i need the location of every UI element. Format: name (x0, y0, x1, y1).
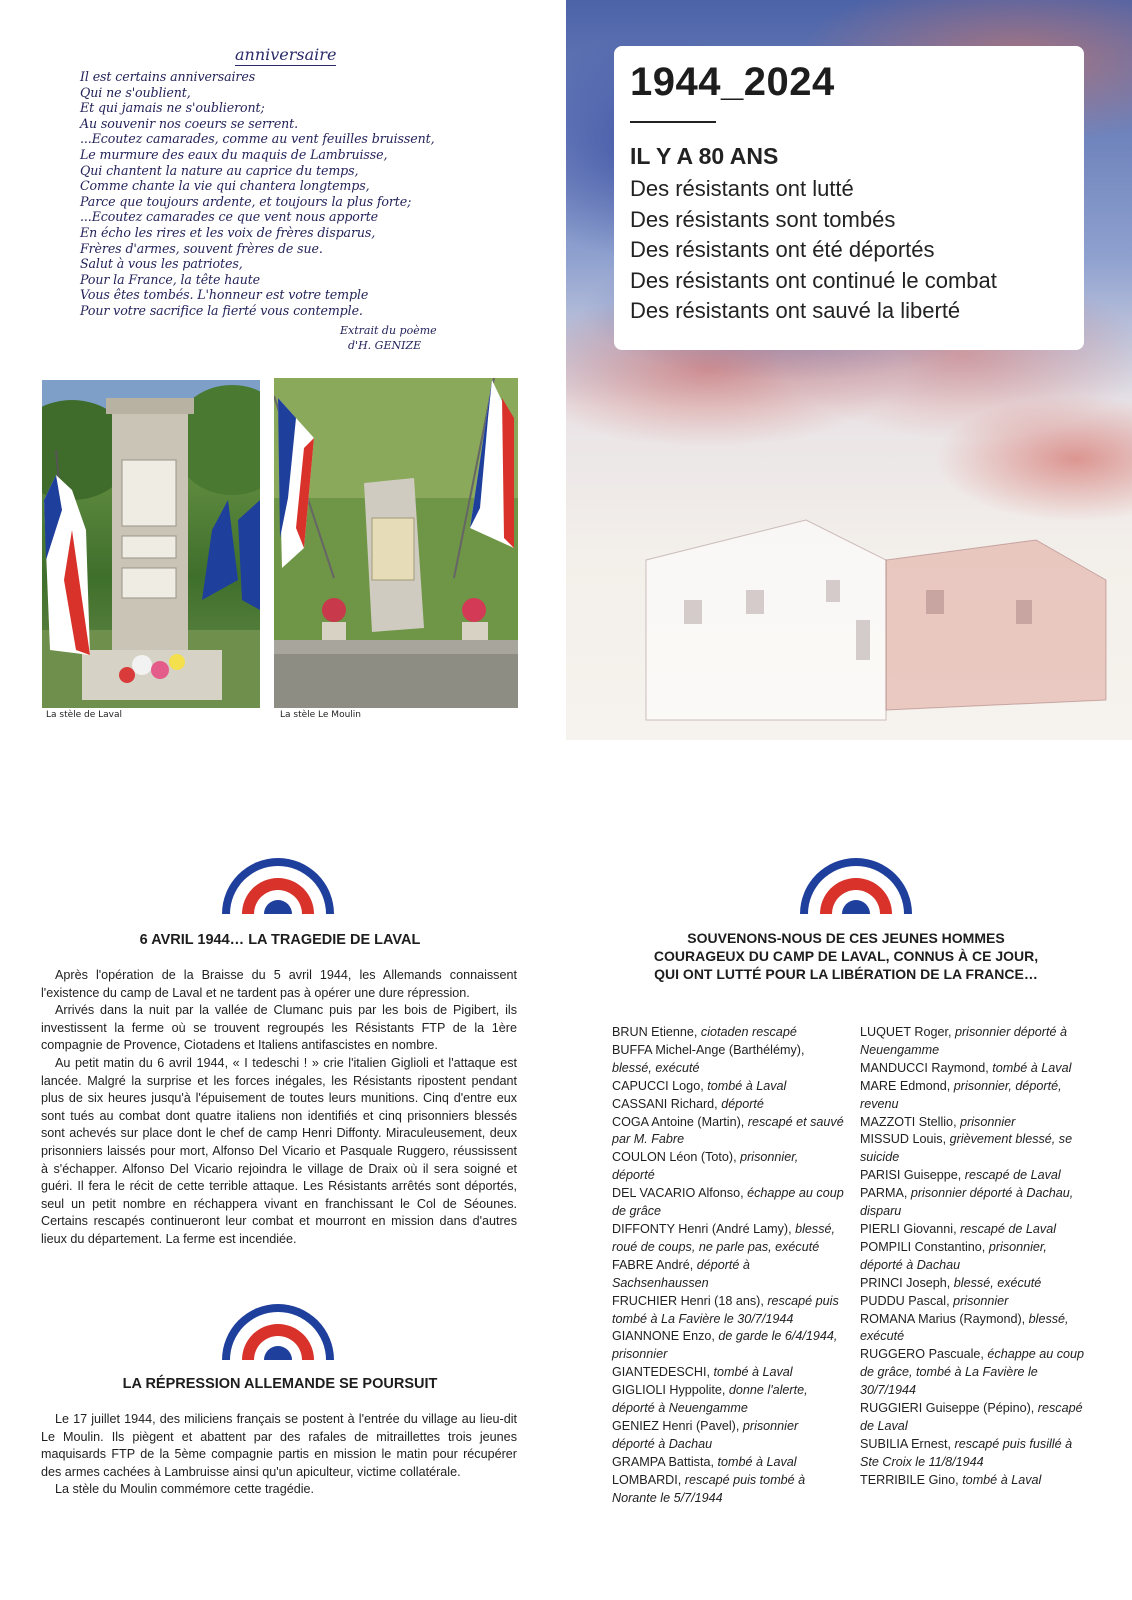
memorial-detail: échappe au coup de grâce (612, 1186, 844, 1219)
caption-stele-moulin: La stèle Le Moulin (280, 710, 361, 720)
memorial-name: RUGGERO Pascuale, (860, 1347, 988, 1362)
poem-line: Salut à vous les patriotes, (80, 256, 243, 272)
cover-divider (630, 121, 716, 123)
memorial-name-entry (860, 1060, 1092, 1078)
memorial-detail: grièvement blessé, se suicide (860, 1132, 1073, 1165)
memorial-detail: prisonnier, déporté, revenu (860, 1078, 1062, 1111)
tragedy-paragraph: Après l'opération de la Braisse du 5 avril 1944, les Allemands connaissent l'existence du camp de Laval et ne tardent pas à opérer une dure répression. (41, 968, 517, 1000)
memorial-name-entry (860, 1239, 1092, 1275)
memorial-detail: blessé, exécuté (860, 1311, 1069, 1344)
memorial-name-entry (612, 1257, 844, 1293)
memorial-name: BRUN Etienne, (612, 1025, 701, 1039)
memorial-detail: rescapé puis fusillé à Ste Croix le 11/8/1944 (860, 1436, 1073, 1469)
memorial-detail: tombé à Laval (992, 1060, 1072, 1075)
memorial-detail: rescapé de Laval (860, 1401, 1083, 1433)
memorial-name: PARISI Guiseppe, (860, 1168, 965, 1183)
cover-line: Des résistants ont lutté (630, 176, 854, 201)
memorial-name-entry (612, 1454, 844, 1472)
memorial-name: TERRIBILE Gino, (860, 1472, 963, 1487)
poem-line: Et qui jamais ne s'oublieront; (80, 100, 265, 116)
memorial-name: MANDUCCI Raymond, (860, 1060, 993, 1075)
memorial-name-entry (612, 1096, 844, 1114)
cover-line: Des résistants ont été déportés (630, 237, 935, 262)
memorial-name: FRUCHIER Henri (18 ans), (612, 1293, 768, 1308)
memorial-name-entry (612, 1221, 844, 1257)
memorial-name-entry (860, 1221, 1092, 1239)
memorial-detail: ciotaden rescapé (700, 1025, 797, 1039)
memorial-name: LOMBARDI, (612, 1472, 685, 1487)
memorial-name-entry (612, 1328, 844, 1364)
cover-subtitle: IL Y A 80 ANS (630, 143, 779, 169)
memorial-name-entry (612, 1078, 844, 1096)
memorial-name-entry (860, 1311, 1092, 1347)
memorial-detail: tombé à Laval (707, 1078, 787, 1093)
memorial-name: MAZZOTI Stellio, (860, 1114, 961, 1129)
memorial-name-entry (860, 1078, 1092, 1114)
memorial-name-entry (860, 1114, 1092, 1132)
memorial-name-entry (860, 1131, 1092, 1167)
memorial-name-entry (612, 1149, 844, 1185)
poem-title: anniversaire (235, 45, 337, 64)
memorial-heading-line: COURAGEUX DU CAMP DE LAVAL, CONNUS À CE JOUR, (653, 948, 1039, 964)
cover-textbox (614, 46, 1084, 350)
memorial-name-entry (612, 1472, 844, 1508)
memorial-name-entry (860, 1024, 1092, 1060)
memorial-name: GENIEZ Henri (Pavel), (612, 1418, 743, 1433)
poem-line: Comme chante la vie qui chantera longtemps, (80, 178, 370, 194)
poem-line: Pour votre sacrifice la fierté vous contemple. (80, 302, 363, 318)
memorial-name: DIFFONTY Henri (André Lamy), (612, 1221, 796, 1236)
memorial-name: GIGLIOLI Hyppolite, (612, 1383, 729, 1398)
poem-line: Frères d'armes, souvent frères de sue. (80, 240, 323, 256)
memorial-name-entry (860, 1293, 1092, 1311)
memorial-name: SUBILIA Ernest, (860, 1436, 955, 1451)
memorial-detail: tombé à Laval (713, 1365, 793, 1380)
memorial-name-entry (860, 1346, 1092, 1400)
poem-line: ...Ecoutez camarades, comme au vent feuilles bruissent, (80, 131, 435, 147)
memorial-name-entry (860, 1185, 1092, 1221)
memorial-name-entry (860, 1400, 1092, 1436)
memorial-name: FABRE André, (612, 1257, 697, 1272)
memorial-detail: rescapé et sauvé par M. Fabre (612, 1114, 844, 1147)
memorial-detail: prisonnier, déporté (612, 1150, 799, 1183)
poem-credit-author: d'H. GENIZE (348, 339, 422, 352)
repression-paragraph: Le 17 juillet 1944, des miliciens français se postent à l'entrée du village au lieu-dit Le Moulin. Ils piègent et abattent par des rafales de mitraillettes trois jeunes maquisards FTP de la 5ème compagnie partis en mission le matin pour récupérer des armes cachées à Lambruisse ainsi qu'un apiculteur, victime collatérale. (41, 1412, 517, 1479)
memorial-name: DEL VACARIO Alfonso, (612, 1186, 748, 1201)
memorial-name-entry (612, 1418, 844, 1454)
poem-line: ...Ecoutez camarades ce que vent nous apporte (80, 209, 379, 225)
memorial-name: CASSANI Richard, (612, 1096, 722, 1111)
memorial-name-entry (612, 1185, 844, 1221)
poem-line: Il est certains anniversaires (80, 69, 256, 84)
memorial-name: PRINCI Joseph, (860, 1275, 954, 1290)
memorial-name: PARMA, (860, 1186, 911, 1201)
poem-line: Au souvenir nos coeurs se serrent. (80, 115, 299, 131)
memorial-detail: donne l'alerte, déporté à Neuengamme (612, 1383, 808, 1416)
memorial-name-entry (612, 1114, 844, 1150)
caption-stele-laval: La stèle de Laval (46, 710, 123, 720)
repression-heading: LA RÉPRESSION ALLEMANDE SE POURSUIT (122, 1376, 438, 1392)
names-column-left (612, 1024, 844, 1507)
poem-lines (80, 69, 510, 319)
poem-line: En écho les rires et les voix de frères disparus, (80, 224, 376, 240)
memorial-heading-line: SOUVENONS-NOUS DE CES JEUNES HOMMES (687, 930, 1005, 946)
memorial-name: CAPUCCI Logo, (612, 1078, 708, 1093)
memorial-detail: échappe au coup de grâce, tombé à La Favière le 30/7/1944 (860, 1347, 1085, 1398)
memorial-name: GRAMPA Battista, (612, 1454, 718, 1469)
poem-line: Qui ne s'oublient, (80, 84, 191, 100)
memorial-name: MISSUD Louis, (860, 1132, 950, 1147)
memorial-detail: rescapé puis tombé à La Favière le 30/7/1944 (612, 1293, 839, 1326)
names-column-right (860, 1024, 1092, 1490)
poem-line: Pour la France, la tête haute (80, 271, 261, 287)
memorial-name-entry (612, 1382, 844, 1418)
tricolor-rosette-icon (220, 1302, 336, 1362)
memorial-name: ROMANA Marius (Raymond), (860, 1311, 1029, 1326)
memorial-detail: prisonnier (960, 1114, 1016, 1129)
memorial-detail: de garde le 6/4/1944, prisonnier (612, 1329, 838, 1362)
memorial-name-entry (612, 1024, 844, 1042)
cover-line: Des résistants sont tombés (630, 206, 896, 232)
memorial-detail: prisonnier, déporté à Dachau (860, 1239, 1047, 1272)
memorial-detail: rescapé puis tombé à Norante le 5/7/1944 (612, 1472, 806, 1505)
memorial-detail: prisonnier déporté à Dachau (612, 1418, 799, 1451)
memorial-name-entry (612, 1042, 844, 1078)
memorial-detail: prisonnier déporté à Dachau, disparu (860, 1186, 1074, 1219)
memorial-name-entry (612, 1293, 844, 1329)
memorial-name: GIANNONE Enzo, (612, 1329, 719, 1344)
memorial-heading-line: QUI ONT LUTTÉ POUR LA LIBÉRATION DE LA FRANCE… (654, 966, 1038, 982)
poem-credit (340, 323, 437, 353)
cover-line: Des résistants ont continué le combat (630, 267, 997, 293)
memorial-detail: prisonnier déporté à Neuengamme (860, 1025, 1067, 1057)
poem-credit-line: Extrait du poème (340, 324, 437, 337)
cover-panel (566, 0, 1132, 740)
memorial-name: COULON Léon (Toto), (612, 1150, 741, 1165)
memorial-detail: tombé à Laval (962, 1472, 1042, 1487)
memorial-name: BUFFA Michel-Ange (Barthélémy), (612, 1042, 805, 1057)
memorial-name-entry (860, 1275, 1092, 1293)
repression-text (41, 1411, 517, 1499)
memorial-name: MARE Edmond, (860, 1078, 954, 1093)
memorial-name: RUGGIERI Guiseppe (Pépino), (860, 1401, 1038, 1416)
poem-line: Vous êtes tombés. L'honneur est votre temple (80, 287, 369, 303)
tricolor-rosette-icon (220, 856, 336, 916)
memorial-detail: blessé, roué de coups, ne parle pas, exécuté (612, 1221, 836, 1254)
stele-moulin-illustration (274, 378, 518, 708)
memorial-heading (596, 929, 1096, 983)
poem-line: Parce que toujours ardente, et toujours la plus forte; (80, 193, 412, 209)
tragedy-paragraph: Au petit matin du 6 avril 1944, « I tedeschi ! » crie l'italien Giglioli et l'attaque est lancée. Malgré la surprise et les forces inégales, les Résistants ripostent pendant plus de six heures jusqu'à l'épuisement de toutes leurs munitions. Cinq d'entre eux sont tués au combat dont quatre italiens non identifiés et cinq prisonniers blessés sont achevés sur place dont le chef de camp Henri Diffonty. Miraculeusement, deux prisonniers laissés pour mort, Alfonso Del Vicario et Pasquale Ruggero, réussissent à s'échapper. Alfonso Del Vicario rejoindra le village de Draix où il sera soigné et guéri. Il fera le récit de cette terrible attaque. Les Résistants arrêtés sont déportés, seul un petit nombre en réchappera vivant en franchissant le Col de Séounes. Certains rescapés continueront leur combat et mourront en mission dans d'autres lieux du département. La ferme est incendiée. (41, 1055, 517, 1246)
cover-years: 1944_2024 (630, 60, 835, 104)
stele-laval-photo (42, 380, 260, 708)
memorial-detail: prisonnier (953, 1293, 1009, 1308)
stele-moulin-photo (274, 378, 518, 708)
tricolor-rosette-icon (798, 856, 914, 916)
memorial-detail: rescapé de Laval (964, 1168, 1061, 1183)
repression-paragraph: La stèle du Moulin commémore cette tragédie. (55, 1482, 315, 1497)
memorial-name: POMPILI Constantino, (860, 1239, 989, 1254)
memorial-name-entry (860, 1436, 1092, 1472)
memorial-detail: rescapé de Laval (960, 1221, 1057, 1236)
memorial-detail: blessé, exécuté (612, 1060, 700, 1075)
tragedy-text (41, 967, 517, 1249)
memorial-detail: déporté (721, 1096, 764, 1111)
cover-line: Des résistants ont sauvé la liberté (630, 298, 961, 323)
poem-line: Qui chantent la nature au caprice du temps, (80, 162, 359, 178)
memorial-name: PUDDU Pascal, (860, 1293, 954, 1308)
memorial-name: PIERLI Giovanni, (860, 1221, 961, 1236)
memorial-detail: déporté à Sachsenhaussen (612, 1257, 750, 1290)
memorial-name-entry (860, 1167, 1092, 1185)
memorial-detail: blessé, exécuté (953, 1275, 1042, 1290)
memorial-name: GIANTEDESCHI, (612, 1365, 714, 1380)
memorial-name-entry (612, 1364, 844, 1382)
tragedy-paragraph: Arrivés dans la nuit par la vallée de Clumanc puis par les bois de Pigibert, ils investissent la ferme où se trouvent regroupés les Résistants FTP de la 1ère compagnie de Provence, Ciotadens et Italiens antifascistes en nombre. (41, 1003, 517, 1053)
stele-laval-illustration (42, 380, 260, 708)
memorial-detail: tombé à Laval (717, 1454, 797, 1469)
tragedy-heading: 6 AVRIL 1944… LA TRAGEDIE DE LAVAL (139, 932, 421, 948)
poem-line: Le murmure des eaux du maquis de Lambruisse, (80, 146, 388, 162)
memorial-name-entry (860, 1472, 1092, 1490)
memorial-name: LUQUET Roger, (860, 1025, 955, 1039)
memorial-name: COGA Antoine (Martin), (612, 1114, 748, 1129)
